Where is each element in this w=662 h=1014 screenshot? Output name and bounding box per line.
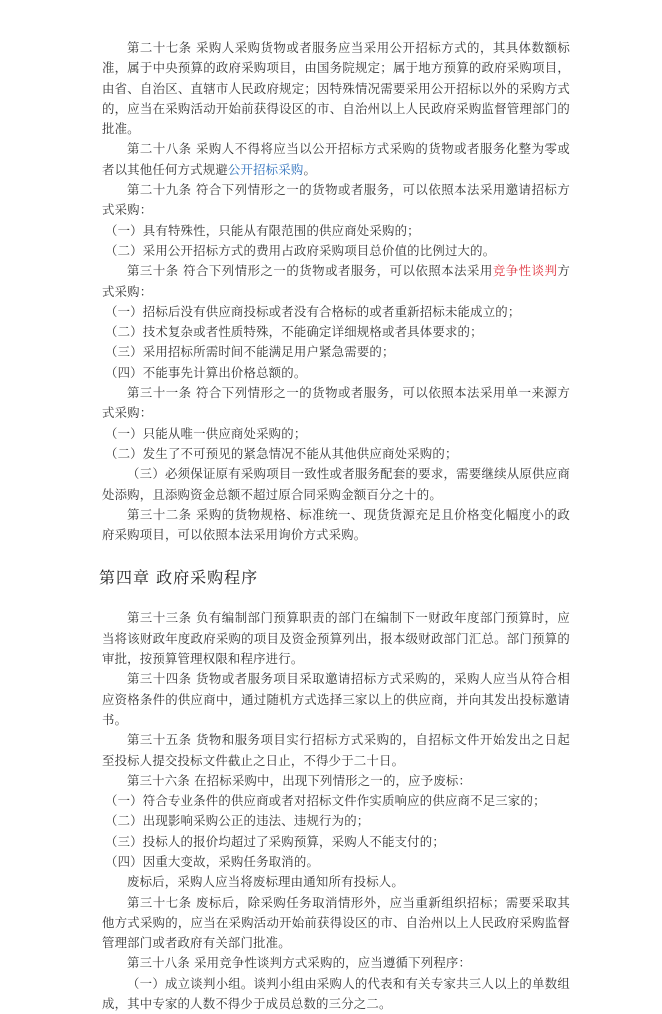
article-36-item-1: （一）符合专业条件的供应商或者对招标文件作实质响应的供应商不足三家的；	[105, 793, 546, 809]
document-page	[99, 38, 570, 1014]
open-tender-link[interactable]: 公开招标采购	[227, 161, 304, 177]
article-29-item-1: （一）具有特殊性，只能从有限范围的供应商处采购的；	[105, 222, 420, 238]
article-37: 第三十七条 废标后，除采购任务取消情形外，应当重新组织招标；需要采取其他方式采购的，应当在采购活动开始前获得设区的市、自治州以上人民政府采购监督管理部门或者政府有关部门批准。	[102, 894, 570, 951]
article-31-item-3: （三）必须保证原有采购项目一致性或者服务配套的要求，需要继续从原供应商处添购，且添购资金总额不超过原合同采购金额百分之十的。	[102, 466, 570, 502]
void-bid-notice: 废标后，采购人应当将废标理由通知所有投标人。	[127, 874, 404, 890]
article-29: 第二十九条 符合下列情形之一的货物或者服务，可以依照本法采用邀请招标方式采购：	[102, 182, 570, 218]
article-30: 第三十条 符合下列情形之一的货物或者服务，可以依照本法采用竞争性谈判方式采购：	[102, 263, 570, 299]
article-31-item-1: （一）只能从唯一供应商处采购的；	[105, 425, 307, 441]
article-27: 第二十七条 采购人采购货物或者服务应当采用公开招标方式的，其具体数额标准，属于中央预算的政府采购项目，由国务院规定；属于地方预算的政府采购项目，由省、自治区、直辖市人民政府规定；因特殊情况需要采用公开招标以外的采购方式的，应当在采购活动开始前获得设区的市、自治州以上人民政府采购监督管理部门的批准。	[102, 40, 570, 137]
article-36-item-4: （四）因重大变故，采购任务取消的。	[105, 853, 320, 869]
competitive-negotiation-highlight[interactable]: 竞争性谈判	[492, 263, 558, 279]
article-36-item-3: （三）投标人的报价均超过了采购预算，采购人不能支付的；	[105, 833, 445, 849]
article-30-item-3: （三）采用招标所需时间不能满足用户紧急需要的；	[105, 344, 395, 360]
article-36: 第三十六条 在招标采购中，出现下列情形之一的，应予废标：	[127, 772, 472, 788]
article-30-item-4: （四）不能事先计算出价格总额的。	[105, 364, 307, 380]
chapter-title: 第四章 政府采购程序	[99, 568, 259, 588]
article-36-item-2: （二）出现影响采购公正的违法、违规行为的；	[105, 813, 370, 829]
article-30-item-2: （二）技术复杂或者性质特殊，不能确定详细规格或者具体要求的；	[105, 324, 483, 340]
article-34: 第三十四条 货物或者服务项目采取邀请招标方式采购的，采购人应当从符合相应资格条件的供应商中，通过随机方式选择三家以上的供应商，并向其发出投标邀请书。	[102, 671, 570, 727]
article-29-item-2: （二）采用公开招标方式的费用占政府采购项目总价值的比例过大的。	[105, 242, 496, 258]
article-33: 第三十三条 负有编制部门预算职责的部门在编制下一财政年度部门预算时，应当将该财政年度政府采购的项目及资金预算列出，报本级财政部门汇总。部门预算的审批，按预算管理权限和程序进行。	[102, 610, 570, 667]
article-38-item-1: （一）成立谈判小组。谈判小组由采购人的代表和有关专家共三人以上的单数组成，其中专家的人数不得少于成员总数的三分之二。	[102, 975, 570, 1012]
article-31-item-2: （二）发生了不可预见的紧急情况不能从其他供应商处采购的；	[105, 445, 458, 461]
article-31: 第三十一条 符合下列情形之一的货物或者服务，可以依照本法采用单一来源方式采购：	[102, 385, 570, 421]
article-30-item-1: （一）招标后没有供应商投标或者没有合格标的或者重新招标未能成立的；	[105, 303, 521, 319]
article-32: 第三十二条 采购的货物规格、标准统一、现货货源充足且价格变化幅度小的政府采购项目，可以依照本法采用询价方式采购。	[102, 506, 570, 543]
article-28: 第二十八条 采购人不得将应当以公开招标方式采购的货物或者服务化整为零或者以其他任何方式规避公开招标采购。	[102, 141, 570, 177]
article-35: 第三十五条 货物和服务项目实行招标方式采购的，自招标文件开始发出之日起至投标人提交投标文件截止之日止，不得少于二十日。	[102, 732, 570, 768]
article-38: 第三十八条 采用竞争性谈判方式采购的，应当遵循下列程序：	[127, 955, 472, 971]
